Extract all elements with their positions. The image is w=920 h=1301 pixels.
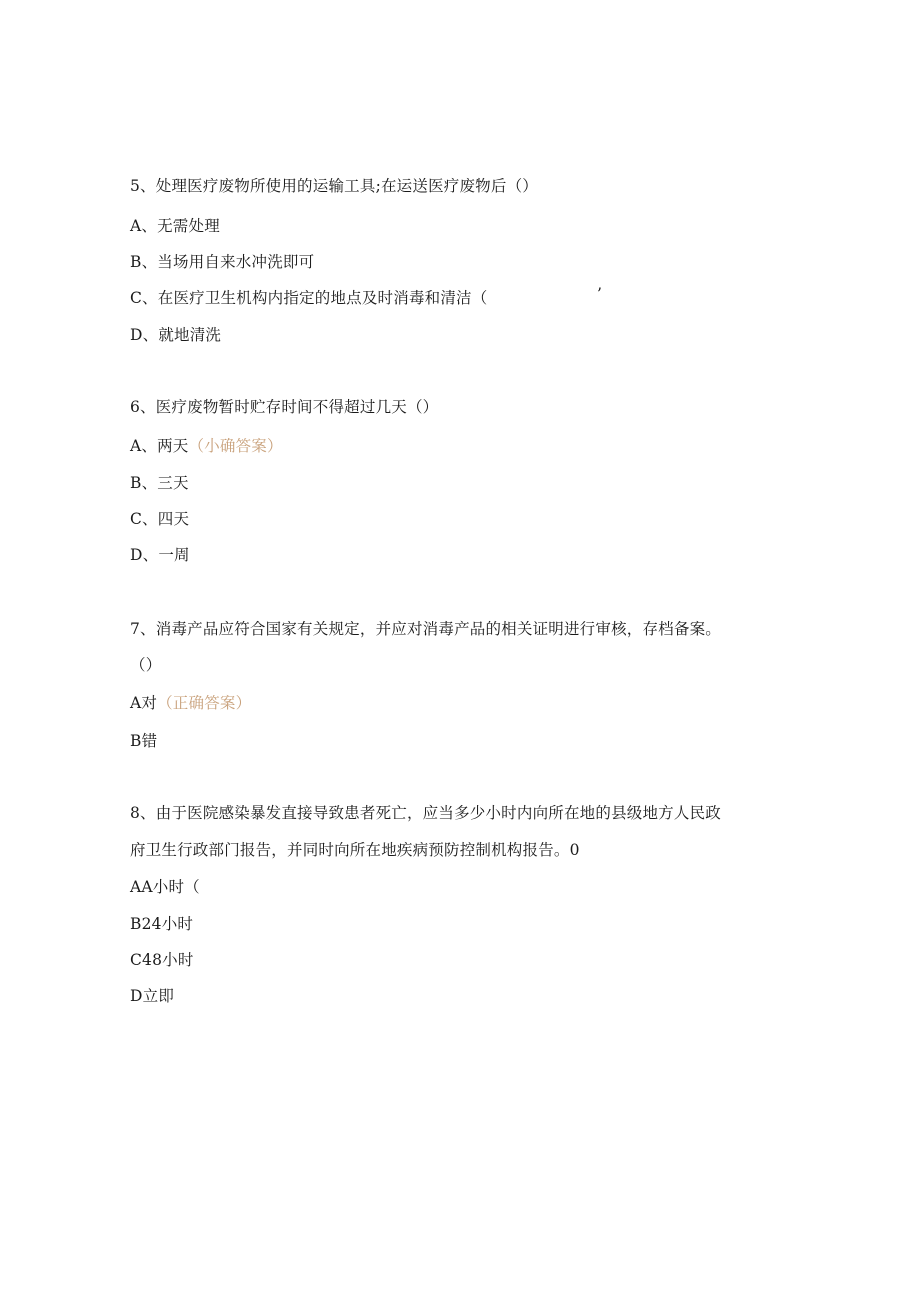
question-5-option-d[interactable]: D、就地清洗 xyxy=(130,326,222,344)
question-5-option-b[interactable]: B、当场用自来水冲洗即可 xyxy=(130,253,315,271)
question-8-stem-line2: 府卫生行政部门报告，并同时向所在地疾病预防控制机构报告。0 xyxy=(130,841,580,859)
question-6-option-d[interactable]: D、一周 xyxy=(130,546,190,564)
question-6-option-a-label: A、两天 xyxy=(130,437,189,455)
question-6-option-a[interactable] xyxy=(130,436,283,456)
question-7-stem-line2: （） xyxy=(130,656,162,674)
question-6-option-b[interactable]: B、三天 xyxy=(130,474,189,492)
question-5-option-a[interactable]: A、无需处理 xyxy=(130,217,220,235)
question-7-stem-line1: 7、消毒产品应符合国家有关规定，并应对消毒产品的相关证明进行审核，存档备案。 xyxy=(130,620,721,638)
question-7-option-a[interactable] xyxy=(130,693,251,713)
correct-answer-tag: （正确答案） xyxy=(157,694,252,712)
question-7-option-b[interactable]: B错 xyxy=(130,732,158,750)
correct-answer-tag: （小确答案） xyxy=(188,437,283,455)
question-8-option-b[interactable]: B24小时 xyxy=(130,915,194,933)
question-6-stem: 6、医疗废物暂时贮存时间不得超过几天（） xyxy=(130,398,439,416)
question-5-option-c-tail-mark: ’ xyxy=(597,285,602,303)
question-8-option-d[interactable]: D立即 xyxy=(130,987,175,1005)
question-6-option-c[interactable]: C、四天 xyxy=(130,510,190,528)
question-8-option-c[interactable]: C48小时 xyxy=(130,951,194,969)
question-8-option-a[interactable]: AA小时（ xyxy=(130,878,200,896)
question-5-option-c[interactable]: C、在医疗卫生机构内指定的地点及时消毒和清洁（ xyxy=(130,289,488,307)
question-7-option-a-label: A对 xyxy=(130,694,158,712)
question-8-stem-line1: 8、由于医院感染暴发直接导致患者死亡，应当多少小时内向所在地的县级地方人民政 xyxy=(130,804,721,822)
question-5-stem: 5、处理医疗废物所使用的运输工具;在运送医疗废物后（） xyxy=(130,177,538,195)
